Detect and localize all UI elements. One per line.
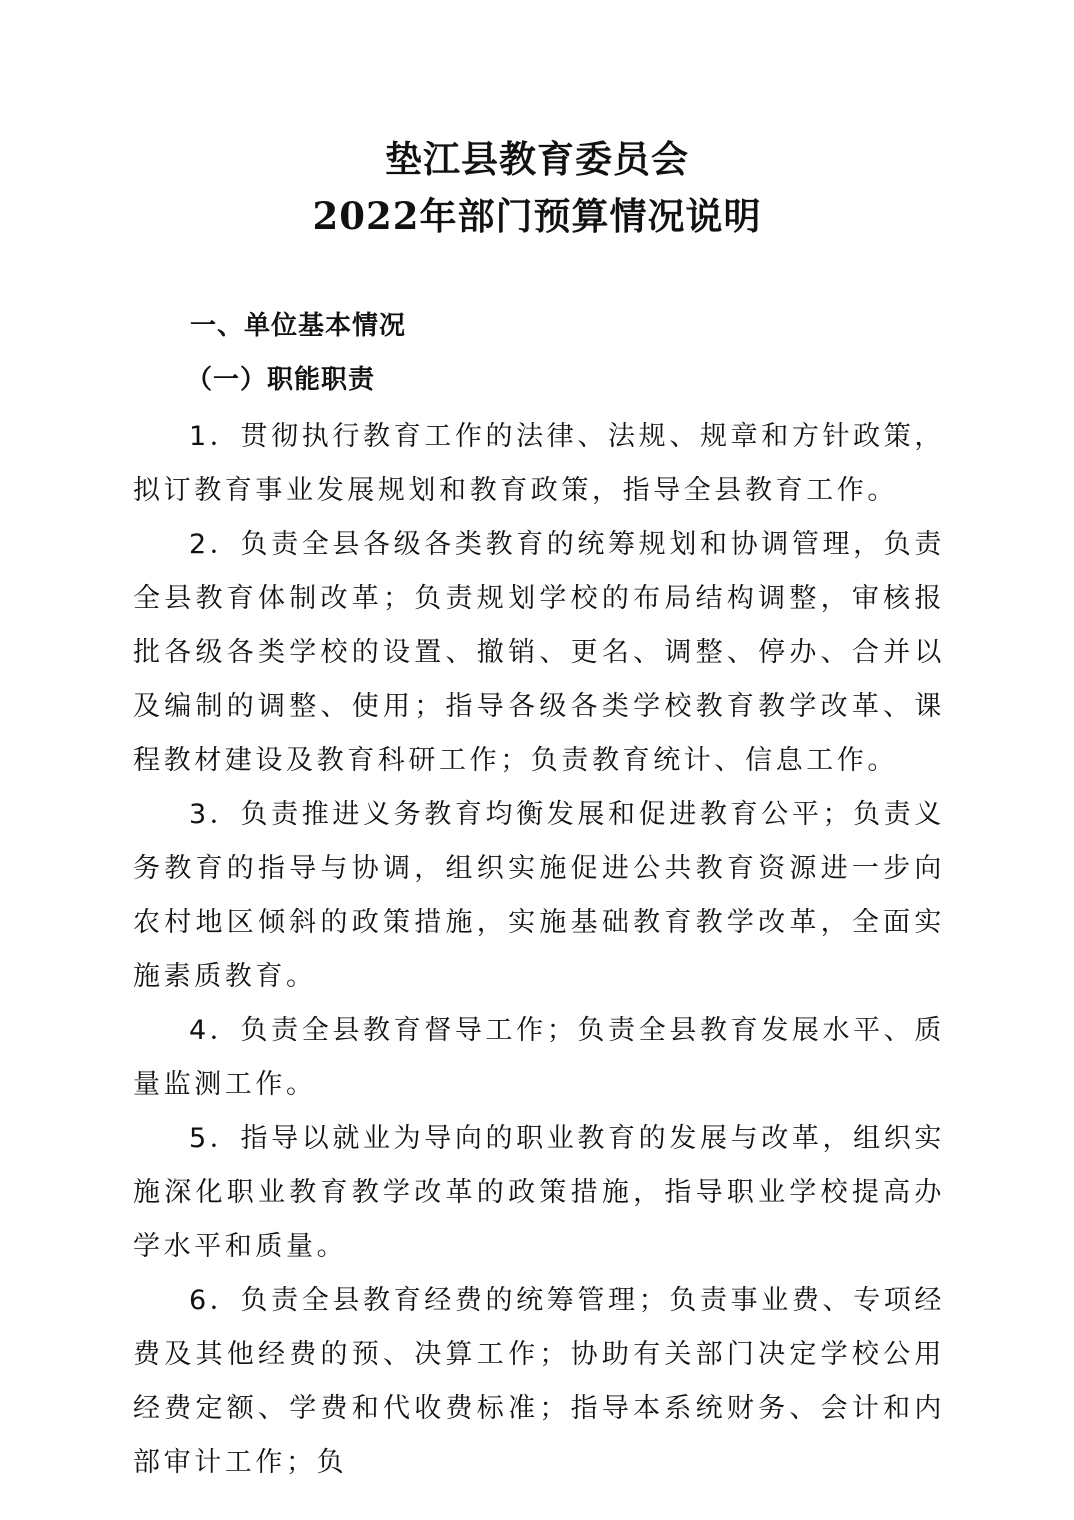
paragraph-1: 1．贯彻执行教育工作的法律、法规、规章和方针政策，拟订教育事业发展规划和教育政策，指导全县教育工作。 — [133, 421, 945, 506]
paragraph-4: 4．负责全县教育督导工作；负责全县教育发展水平、质量监测工作。 — [133, 1015, 945, 1100]
paragraph-5: 5．指导以就业为导向的职业教育的发展与改革，组织实施深化职业教育教学改革的政策措施，指导职业学校提高办学水平和质量。 — [133, 1123, 945, 1262]
paragraph-6: 6．负责全县教育经费的统筹管理；负责事业费、专项经费及其他经费的预、决算工作；协助有关部门决定学校公用经费定额、学费和代收费标准；指导本系统财务、会计和内部审计工作；负 — [133, 1285, 945, 1478]
subsection-heading: （一）职能职责 — [186, 365, 376, 395]
body-text — [133, 410, 945, 1490]
section-heading: 一、单位基本情况 — [190, 311, 407, 341]
paragraph-2: 2．负责全县各级各类教育的统筹规划和协调管理，负责全县教育体制改革；负责规划学校的布局结构调整，审核报批各级各类学校的设置、撤销、更名、调整、停办、合并以及编制的调整、使用；指导各级各类学校教育教学改革、课程教材建设及教育科研工作；负责教育统计、信息工作。 — [133, 529, 945, 776]
document-title-line1: 垫江县教育委员会 — [385, 137, 689, 181]
paragraph-3: 3．负责推进义务教育均衡发展和促进教育公平；负责义务教育的指导与协调，组织实施促进公共教育资源进一步向农村地区倾斜的政策措施，实施基础教育教学改革，全面实施素质教育。 — [133, 799, 945, 992]
document-title-line2: 2022年部门预算情况说明 — [312, 194, 762, 238]
